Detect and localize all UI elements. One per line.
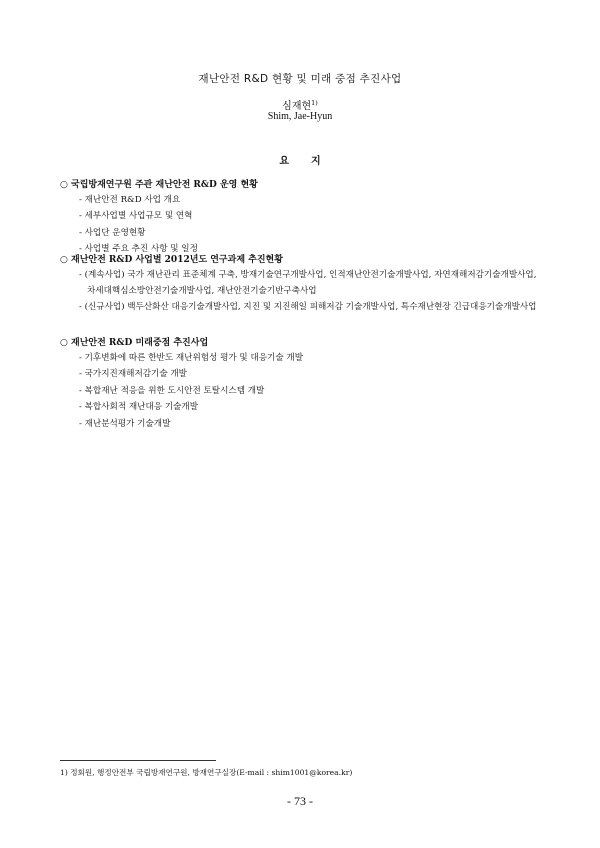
list-item: - 복합재난 적응을 위한 도시안전 토탈시스템 개발: [79, 385, 265, 396]
author-name-ko: 심재현: [282, 101, 312, 112]
list-item: - 세부사업별 사업규모 및 연혁: [79, 211, 193, 222]
section-3: [60, 336, 540, 432]
section-items: [60, 350, 540, 432]
list-item: - 복합사회적 재난대응 기술개발: [79, 402, 199, 413]
section-heading: [60, 336, 540, 350]
list-item: - 사업별 주요 추진 사항 및 일정: [79, 244, 198, 255]
section-1: [60, 178, 540, 258]
footnote-divider: [60, 760, 216, 761]
list-item: - 국가지진재해저감기술 개발: [79, 369, 187, 380]
section-heading-text: 국립방재연구원 주관 재난안전 R&D 운영 현황: [71, 180, 258, 190]
abstract-heading: 요지: [279, 156, 343, 167]
section-2: [60, 253, 540, 316]
list-item: - (계속사업) 국가 재난관리 표준체계 구축, 방재기술연구개발사업, 인적재난안전기술개발사업, 자연재해저감기술개발사업, 차세대핵심소방안전기술개발사업, 재난안전기술기반구축사업: [79, 270, 537, 297]
section-items: [60, 267, 540, 316]
list-item: - 재난안전 R&D 사업 개요: [79, 195, 181, 205]
section-heading: [60, 178, 540, 192]
list-item: - 기후변화에 따른 한반도 재난위험성 평가 및 대응기술 개발: [79, 353, 303, 363]
list-item: - 재난분석평가 기술개발: [79, 418, 171, 429]
footnote-mark: 1): [60, 768, 68, 777]
author-korean: [0, 97, 600, 112]
page-number: - 73 -: [287, 794, 313, 808]
author-english: Shim, Jae-Hyun: [267, 111, 333, 122]
footnote-text: 정회원, 행정안전부 국립방재연구원, 방재연구실장(E-mail : shim1001@korea.kr): [70, 768, 353, 777]
footnote: [60, 767, 352, 778]
section-items: [60, 192, 540, 258]
list-item: - (신규사업) 백두산화산 대응기술개발사업, 지진 및 지진해일 피해저감 기술개발사업, 특수재난현장 긴급대응기술개발사업: [79, 302, 537, 313]
paper-title: 재난안전 R&D 현황 및 미래 중점 추진사업: [198, 73, 402, 85]
section-heading-text: 재난안전 R&D 미래중점 추진사업: [71, 338, 209, 348]
author-footnote-mark: 1): [311, 99, 318, 107]
list-item: - 사업단 운영현황: [79, 227, 146, 238]
section-heading-text: 재난안전 R&D 사업별 2012년도 연구과제 추진현황: [71, 255, 283, 265]
circle-bullet-icon: ○: [60, 180, 68, 190]
section-heading: [60, 253, 540, 267]
circle-bullet-icon: ○: [60, 338, 68, 348]
circle-bullet-icon: ○: [60, 255, 68, 265]
